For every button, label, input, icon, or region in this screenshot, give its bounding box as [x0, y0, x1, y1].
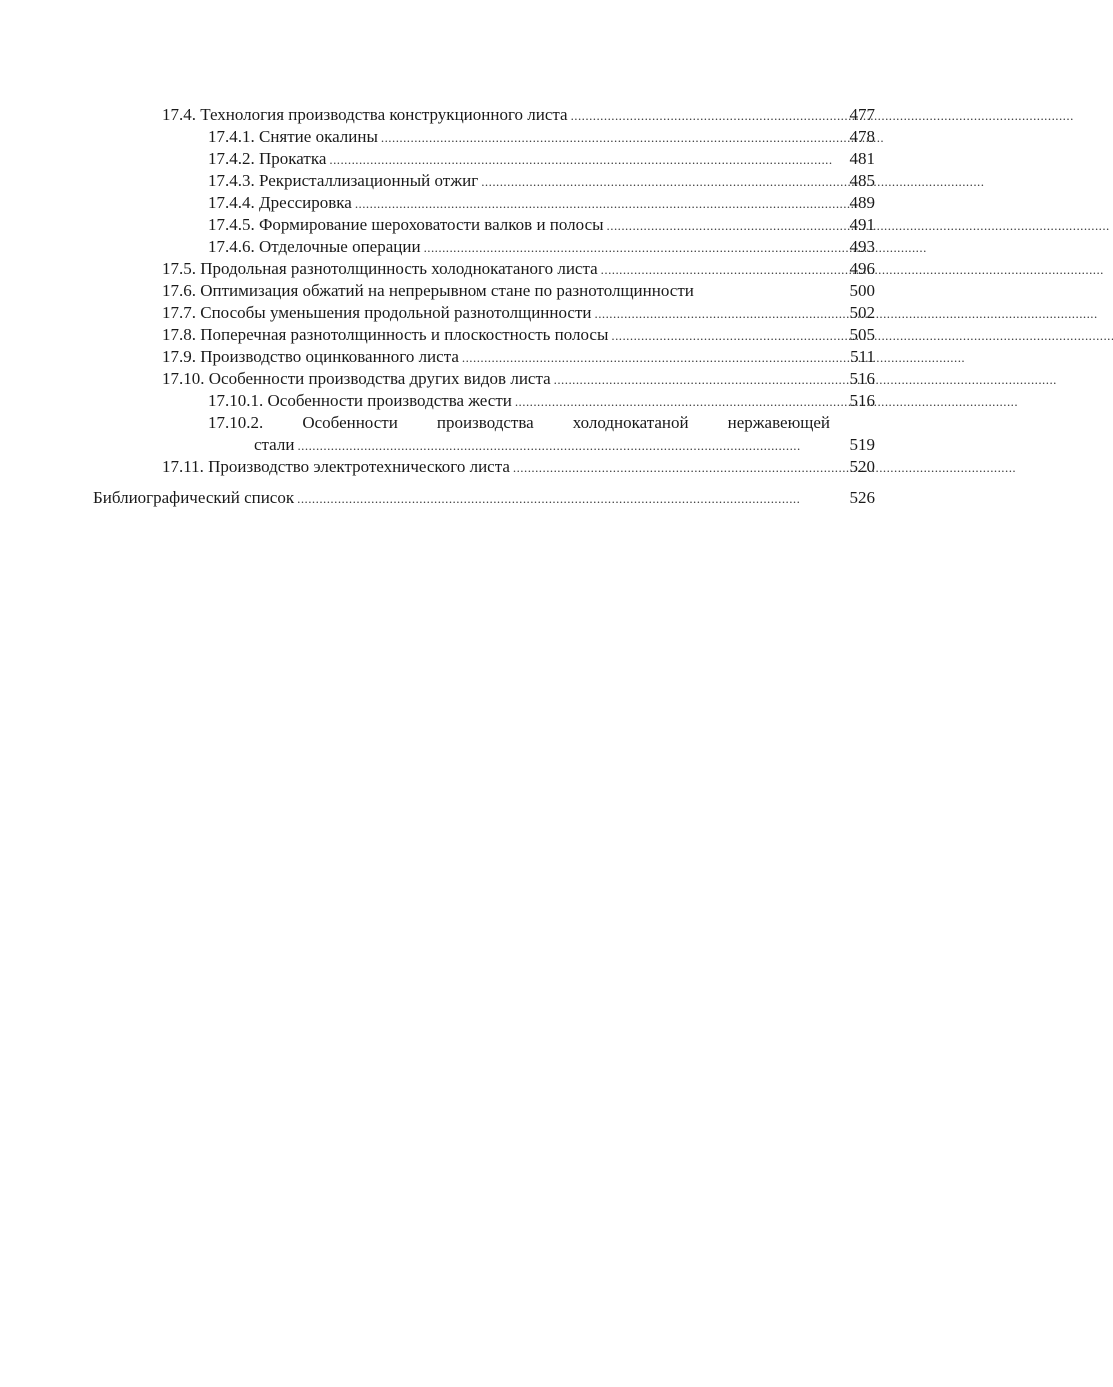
- toc-entry-17-4-6[interactable]: [93, 236, 875, 258]
- toc-entry-line2: [208, 434, 875, 456]
- toc-entry-label: 17.6. Оптимизация обжатий на непрерывном стане по разнотолщинности: [162, 281, 694, 300]
- dot-leader: [601, 259, 831, 281]
- toc-entry-label: Библиографический список: [93, 488, 295, 507]
- toc-entry-page: 526: [849, 488, 875, 507]
- toc-entry-17-4-2[interactable]: [93, 148, 875, 170]
- toc-entry-label-line2: стали: [254, 435, 295, 454]
- toc-entry-17-4-5[interactable]: [93, 214, 875, 236]
- toc-entry-17-5[interactable]: [93, 258, 875, 280]
- toc-entry-label: 17.7. Способы уменьшения продольной разнотолщинности: [162, 303, 592, 322]
- toc-entry-label: 17.4.4. Дрессировка: [208, 193, 352, 212]
- toc-entry-page: 505: [849, 325, 875, 344]
- dot-leader: [595, 303, 832, 325]
- toc-entry-page: 491: [849, 215, 875, 234]
- toc-entry-17-8[interactable]: [93, 324, 875, 346]
- toc-entry-17-4-1[interactable]: [93, 126, 875, 148]
- dot-leader: [513, 457, 831, 479]
- toc-entry-page: 478: [849, 127, 875, 146]
- toc-entry-page: 516: [849, 369, 875, 388]
- table-of-contents: [93, 104, 875, 509]
- toc-entry-page: 485: [849, 171, 875, 190]
- dot-leader: [554, 369, 831, 391]
- toc-entry-17-6[interactable]: [93, 280, 875, 302]
- toc-entry-17-4[interactable]: [93, 104, 875, 126]
- toc-entry-page: 520: [849, 457, 875, 476]
- toc-entry-label-line1: 17.10.2. Особенности производства холоднокатаной нержавеющей: [208, 413, 830, 432]
- toc-entry-17-10-2[interactable]: [93, 412, 875, 456]
- toc-entry-page: 519: [849, 435, 875, 454]
- dot-leader: [297, 488, 831, 510]
- toc-entry-page: 516: [849, 391, 875, 410]
- dot-leader: [329, 149, 831, 171]
- dot-leader: [381, 127, 831, 149]
- toc-entry-label: 17.4.6. Отделочные операции: [208, 237, 421, 256]
- toc-entry-17-7[interactable]: [93, 302, 875, 324]
- dot-leader: [607, 215, 831, 237]
- toc-entry-page: 481: [849, 149, 875, 168]
- toc-entry-page: 493: [849, 237, 875, 256]
- dot-leader: [355, 193, 831, 215]
- toc-entry-label: 17.10. Особенности производства других видов листа: [162, 369, 551, 388]
- dot-leader: [462, 347, 831, 369]
- dot-leader: [611, 325, 831, 347]
- toc-entry-label: 17.9. Производство оцинкованного листа: [162, 347, 459, 366]
- toc-entry-page: 500: [849, 281, 875, 300]
- toc-entry-17-10-1[interactable]: [93, 390, 875, 412]
- toc-entry-17-4-3[interactable]: [93, 170, 875, 192]
- toc-entry-label: 17.10.1. Особенности производства жести: [208, 391, 512, 410]
- toc-entry-17-4-4[interactable]: [93, 192, 875, 214]
- toc-entry-label: 17.4.5. Формирование шероховатости валков и полосы: [208, 215, 604, 234]
- toc-entry-page: 502: [849, 303, 875, 322]
- toc-entry-bibliography[interactable]: [93, 487, 875, 509]
- toc-entry-label: 17.11. Производство электротехнического листа: [162, 457, 510, 476]
- toc-entry-17-11[interactable]: [93, 456, 875, 478]
- toc-entry-label: 17.4.3. Рекристаллизационный отжиг: [208, 171, 479, 190]
- toc-entry-page: 496: [849, 259, 875, 278]
- toc-entry-17-10[interactable]: [93, 368, 875, 390]
- toc-entry-label: 17.8. Поперечная разнотолщинность и плоскостность полосы: [162, 325, 609, 344]
- dot-leader: [515, 391, 831, 413]
- toc-entry-label: 17.4. Технология производства конструкционного листа: [162, 105, 568, 124]
- toc-entry-page: 489: [849, 193, 875, 212]
- dot-leader: [571, 105, 831, 127]
- dot-leader: [424, 237, 831, 259]
- toc-entry-label: 17.5. Продольная разнотолщинность холоднокатаного листа: [162, 259, 598, 278]
- dot-leader: [297, 435, 831, 457]
- toc-entry-label: 17.4.1. Снятие окалины: [208, 127, 378, 146]
- toc-entry-page: 511: [850, 347, 875, 366]
- toc-entry-page: 477: [849, 105, 875, 124]
- dot-leader: [481, 171, 831, 193]
- toc-entry-label: 17.4.2. Прокатка: [208, 149, 327, 168]
- toc-entry-17-9[interactable]: [93, 346, 875, 368]
